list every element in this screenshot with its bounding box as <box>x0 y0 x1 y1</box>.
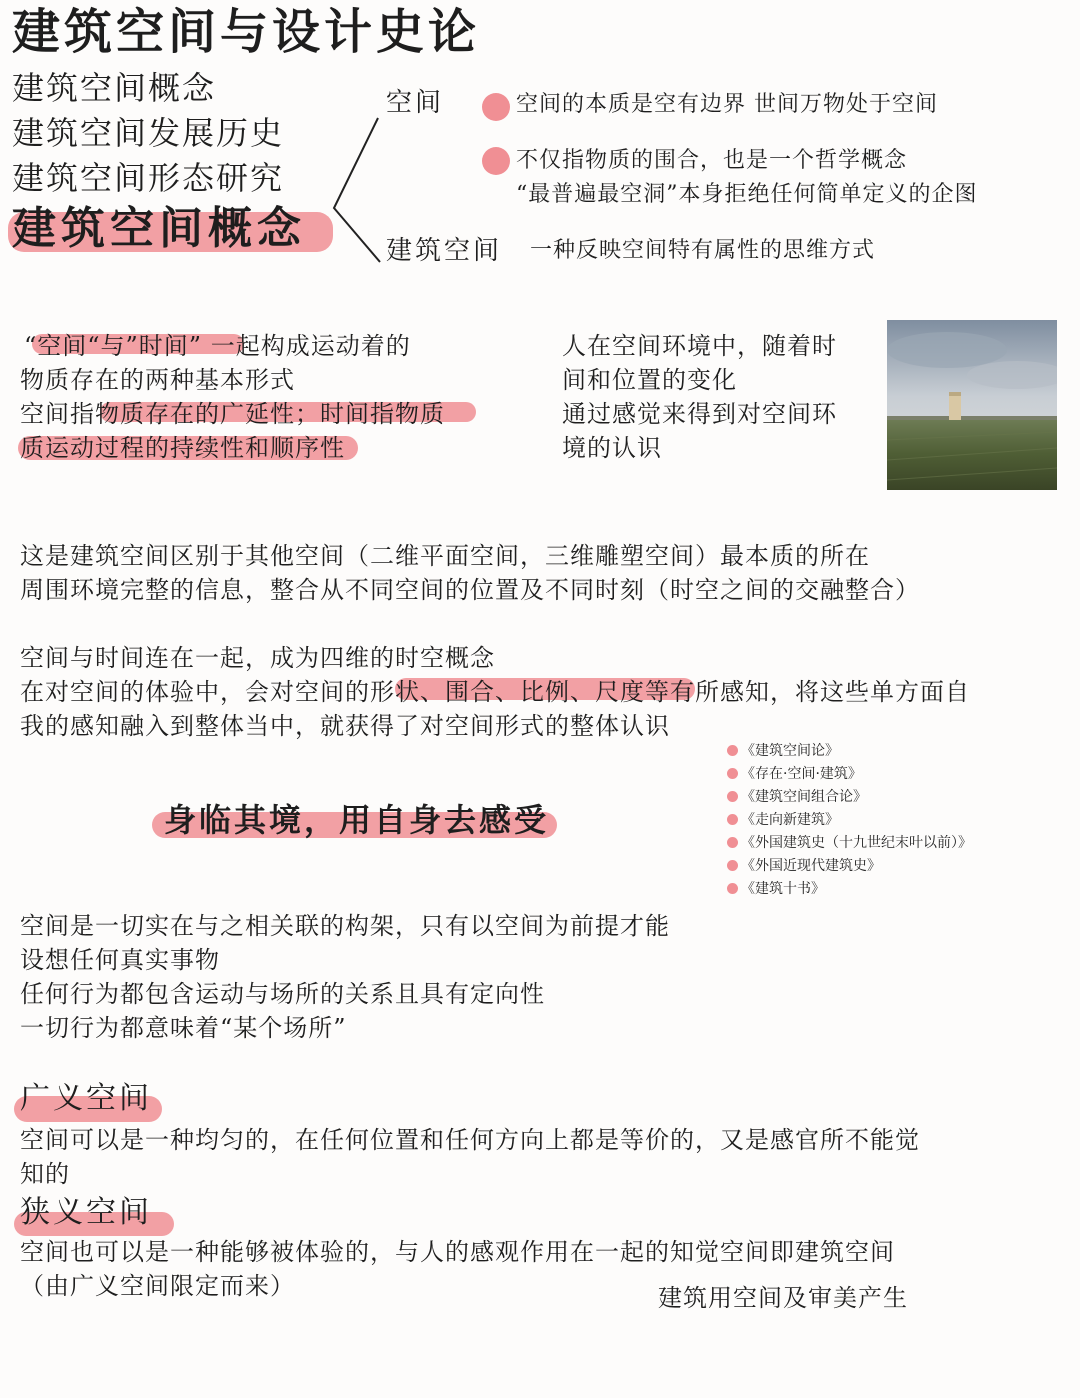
block4-line: 设想任何真实事物 <box>20 946 220 974</box>
block1-line: 物质存在的两种基本形式 <box>20 366 295 394</box>
bullet-dot <box>727 745 738 756</box>
block4-line: 任何行为都包含运动与场所的关系且具有定向性 <box>20 980 545 1008</box>
book-item <box>727 859 881 873</box>
book-title: 《建筑空间论》 <box>741 743 839 759</box>
landscape-photo <box>887 320 1057 490</box>
broad-space-heading: 广义空间 <box>20 1081 152 1116</box>
bullet-dot <box>727 814 738 825</box>
bullet-dot <box>482 93 510 121</box>
broad-space-line: 空间可以是一种均匀的，在任何位置和任何方向上都是等价的，又是感官所不能觉 <box>20 1126 920 1154</box>
block3-line: 空间与时间连在一起，成为四维的时空概念 <box>20 644 495 672</box>
block3-line: 在对空间的体验中，会对空间的形状、围合、比例、尺度等有所感知，将这些单方面自 <box>20 678 970 706</box>
bullet-dot <box>727 768 738 779</box>
block2-line: 周围环境完整的信息，整合从不同空间的位置及不同时刻（时空之间的交融整合） <box>20 576 920 604</box>
block1-right-line: 通过感觉来得到对空间环 <box>562 400 837 428</box>
book-title: 《外国建筑史（十九世纪末叶以前）》 <box>741 835 972 851</box>
narrow-space-note: 建筑用空间及审美产生 <box>658 1284 908 1312</box>
block3-line: 我的感知融入到整体当中，就获得了对空间形式的整体认识 <box>20 712 670 740</box>
book-item <box>727 767 862 781</box>
toc-item: 建筑空间概念 <box>12 69 217 107</box>
book-item <box>727 882 825 896</box>
block1-right-line: 间和位置的变化 <box>562 366 737 394</box>
space-label: 空间 <box>386 88 445 118</box>
space-note-1: 空间的本质是空有边界 世间万物处于空间 <box>516 92 938 117</box>
narrow-space-line: （由广义空间限定而来） <box>20 1272 295 1300</box>
book-title: 《走向新建筑》 <box>741 812 839 828</box>
block1-right-line: 人在空间环境中，随着时 <box>562 332 837 360</box>
space-note-2b: “最普遍最空洞”本身拒绝任何简单定义的企图 <box>516 182 978 207</box>
bullet-dot <box>727 860 738 871</box>
block4-line: 空间是一切实在与之相关联的构架，只有以空间为前提才能 <box>20 912 670 940</box>
book-title: 《外国近现代建筑史》 <box>741 858 881 874</box>
bullet-dot <box>482 147 510 175</box>
toc-item: 建筑空间形态研究 <box>12 159 285 197</box>
arch-space-note: 一种反映空间特有属性的思维方式 <box>530 238 876 263</box>
section-heading: 建筑空间概念 <box>12 203 306 254</box>
bullet-dot <box>727 883 738 894</box>
bullet-dot <box>727 837 738 848</box>
broad-space-line: 知的 <box>20 1160 70 1188</box>
block2-line: 这是建筑空间区别于其他空间（二维平面空间，三维雕塑空间）最本质的所在 <box>20 542 870 570</box>
slogan: 身临其境，用自身去感受 <box>164 801 550 839</box>
toc-item: 建筑空间发展历史 <box>12 114 285 152</box>
block4-line: 一切行为都意味着“某个场所” <box>20 1014 347 1042</box>
block1-line: 质运动过程的持续性和顺序性 <box>20 434 345 462</box>
book-title: 《存在·空间·建筑》 <box>741 766 862 782</box>
book-item <box>727 813 839 827</box>
book-item <box>727 790 867 804</box>
book-title: 《建筑十书》 <box>741 881 825 897</box>
space-note-2a: 不仅指物质的围合，也是一个哲学概念 <box>516 148 908 173</box>
book-title: 《建筑空间组合论》 <box>741 789 867 805</box>
arch-space-label: 建筑空间 <box>386 236 503 266</box>
block1-line: 空间指物质存在的广延性；时间指物质 <box>20 400 445 428</box>
narrow-space-heading: 狭义空间 <box>20 1195 152 1230</box>
block1-line: “空间“与”时间” 一起构成运动着的 <box>24 332 411 360</box>
page-title: 建筑空间与设计史论 <box>12 4 481 60</box>
narrow-space-line: 空间也可以是一种能够被体验的，与人的感观作用在一起的知觉空间即建筑空间 <box>20 1238 895 1266</box>
bullet-dot <box>727 791 738 802</box>
block1-right-line: 境的认识 <box>562 434 662 462</box>
book-item <box>727 836 972 850</box>
book-item <box>727 744 839 758</box>
